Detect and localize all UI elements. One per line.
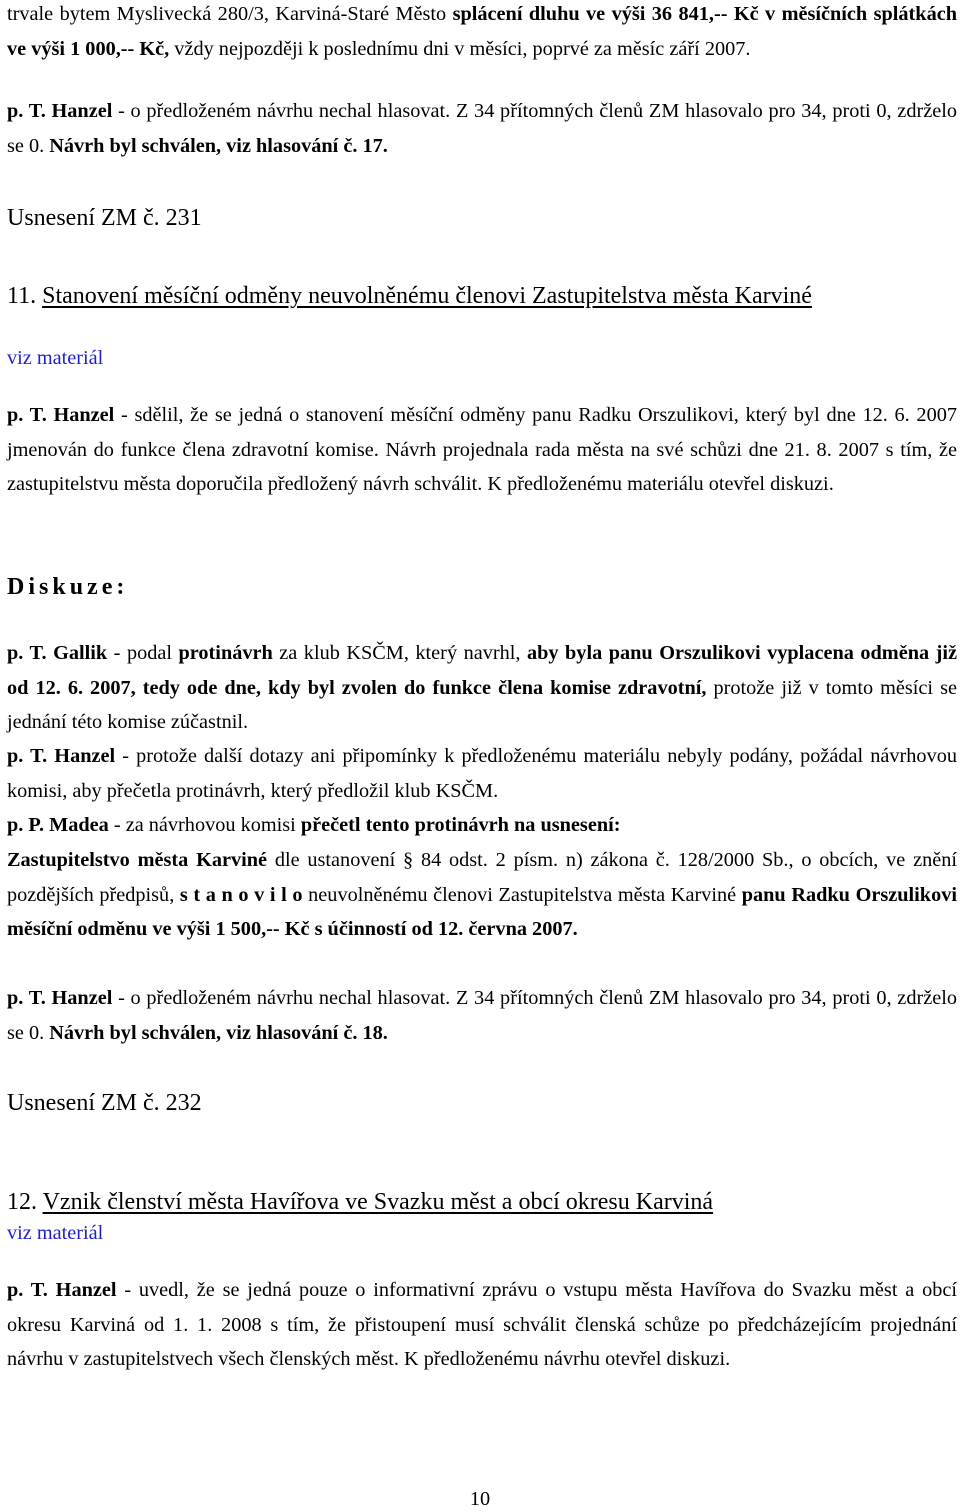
paragraph-hanzel-announcement: p. T. Hanzel - sdělil, že se jedná o stanovení měsíční odměny panu Radku Orszulikovi, který byl dne 12. 6. 2007 jmenován do funkce člena zdravotní komise. Návrh projednala rada města na své schůzi dne 21. 8. 2007 s tím, že zastupitelstvu města doporučila předložený návrh schválit. K předloženému materiálu otevřel diskuzi.	[7, 404, 957, 495]
paragraph-vote-18: p. T. Hanzel - o předloženém návrhu nechal hlasovat. Z 34 přítomných členů ZM hlasovalo pro 34, proti 0, zdrželo se 0. Návrh byl schválen, viz hlasování č. 18.	[7, 987, 957, 1044]
resolution-heading-232: Usnesení ZM č. 232	[7, 1090, 202, 1116]
paragraph-resolution-text: Zastupitelstvo města Karviné dle ustanovení § 84 odst. 2 písm. n) zákona č. 128/2000 Sb., o obcích, ve znění pozdějších předpisů, s t a n o v i l o neuvolněnému členovi Zastupitelstva města Karviné panu Radku Orszulikovi měsíční odměnu ve výši 1 500,-- Kč s účinností od 12. června 2007.	[7, 849, 957, 940]
paragraph-vote-17: p. T. Hanzel - o předloženém návrhu nechal hlasovat. Z 34 přítomných členů ZM hlasovalo pro 34, proti 0, zdrželo se 0. Návrh byl schválen, viz hlasování č. 17.	[7, 100, 957, 157]
paragraph-havirov-report: p. T. Hanzel - uvedl, že se jedná pouze o informativní zprávu o vstupu města Havířova do Svazku měst a obcí okresu Karviná od 1. 1. 2008 s tím, že přistoupení musí schválit členská schůze po předcházejícím projednání návrhu v zastupitelstvech všech členských měst. K předloženému návrhu otevřel diskuzi.	[7, 1279, 957, 1370]
material-link-item-11[interactable]: viz materiál	[7, 347, 104, 369]
resolution-heading-231: Usnesení ZM č. 231	[7, 205, 202, 231]
page-number: 10	[469, 1488, 491, 1510]
material-link-item-12[interactable]: viz materiál	[7, 1222, 104, 1244]
discussion-heading: Diskuze:	[7, 574, 129, 600]
agenda-item-12: 12. Vznik členství města Havířova ve Svazku měst a obcí okresu Karviná	[7, 1189, 714, 1215]
paragraph-hanzel-request: p. T. Hanzel - protože další dotazy ani připomínky k předloženému materiálu nebyly podány, požádal návrhovou komisi, aby přečetla protinávrh, který předložil klub KSČM.	[7, 745, 957, 802]
paragraph-madea-reading: p. P. Madea - za návrhovou komisi přečetl tento protinávrh na usnesení:	[7, 814, 621, 836]
paragraph-gallik-counterproposal: p. T. Gallik - podal protinávrh za klub KSČM, který navrhl, aby byla panu Orszulikovi vyplacena odměna již od 12. 6. 2007, tedy ode dne, kdy byl zvolen do funkce člena komise zdravotní, protože již v tomto měsíci se jednání této komise zúčastnil.	[7, 642, 957, 733]
agenda-item-11: 11. Stanovení měsíční odměny neuvolněnému členovi Zastupitelstva města Karviné	[7, 283, 812, 309]
paragraph-debt-repayment: trvale bytem Myslivecká 280/3, Karviná-Staré Město splácení dluhu ve výši 36 841,-- Kč v měsíčních splátkách ve výši 1 000,-- Kč, vždy nejpozději k poslednímu dni v měsíci, poprvé za měsíc září 2007.	[7, 3, 957, 60]
